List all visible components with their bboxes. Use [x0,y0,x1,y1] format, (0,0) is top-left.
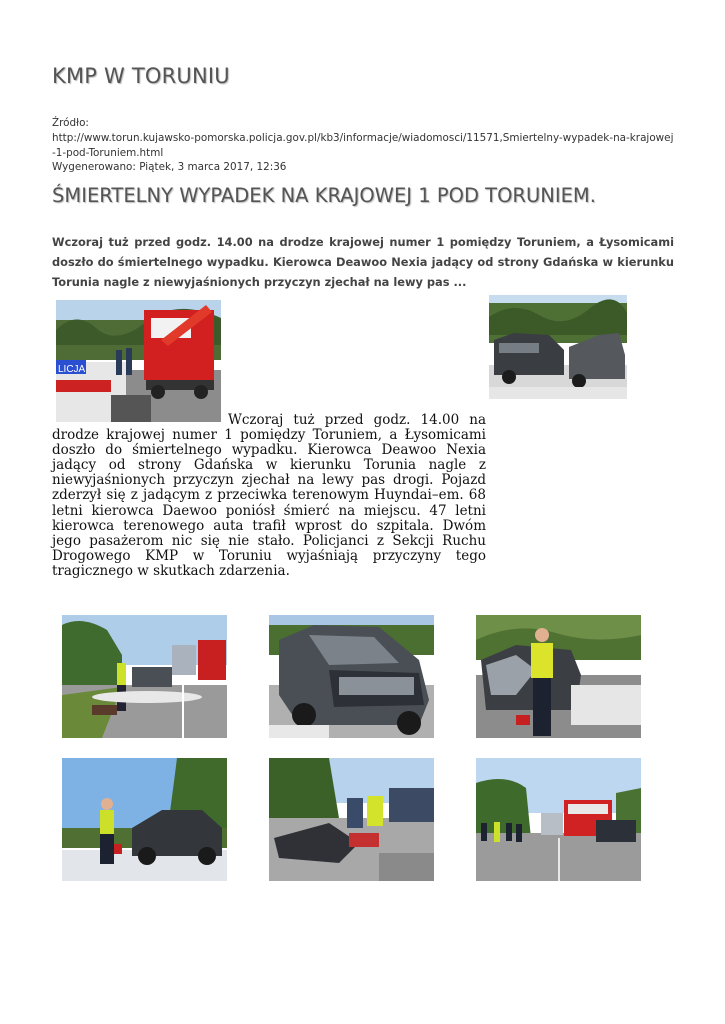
site-title: KMP W TORUNIU [52,64,230,88]
source-label: Źródło: [52,117,89,129]
photo-road-officer-foam [62,615,227,738]
photo-fire-truck-police-car [56,300,221,422]
police-car-label: LICJA [58,364,86,375]
photo-officer-car-foam [62,758,227,881]
source-url[interactable]: http://www.torun.kujawsko-pomorska.policja.gov.pl/kb3/informacje/wiadomosci/11571,Smiertelny-wypadek-na-krajowej-1-pod-Toruniem.html [52,131,674,159]
photo-debris-officers [269,758,434,881]
article-title: ŚMIERTELNY WYPADEK NA KRAJOWEJ 1 POD TORUNIEM. [52,184,596,207]
photo-damaged-suv-wide [489,295,627,399]
photo-wrecked-suv-front [269,615,434,738]
photo-road-scene-trucks [476,758,641,881]
source-meta [52,116,677,175]
article-body [52,413,486,579]
generated-date: Wygenerowano: Piątek, 3 marca 2017, 12:36 [52,161,287,174]
photo-officer-wreck [476,615,641,738]
article-lead: Wczoraj tuż przed godz. 14.00 na drodze krajowej numer 1 pomiędzy Toruniem, a Łysomicami doszło do śmiertelnego wypadku. Kierowca Deawoo Nexia jadący od strony Gdańska w kierunku Torunia nagle z niewyjaśnionych przyczyn zjechał na lewy pas ... [52,235,674,289]
article-body-text: Wczoraj tuż przed godz. 14.00 na drodze krajowej numer 1 pomiędzy Toruniem, a Łysomicami doszło do śmiertelnego wypadku. Kierowca Deawoo Nexia jadący od strony Gdańska w kierunku Torunia nagle z niewyjaśnionych przyczyn zjechał na lewy pas drogi. Pojazd zderzył się z jadącym z przeciwka terenowym Huyndai–em. 68 letni kierowca Daewoo poniósł śmierć na miejscu. 47 letni kierowca terenowego auta trafił wprost do szpitala. Dwóm jego pasażerom nic się nie stało. Policjanci z Sekcji Ruchu Drogowego KMP w Toruniu wyjaśniają przyczyny tego tragicznego w skutkach zdarzenia. [52,412,486,579]
